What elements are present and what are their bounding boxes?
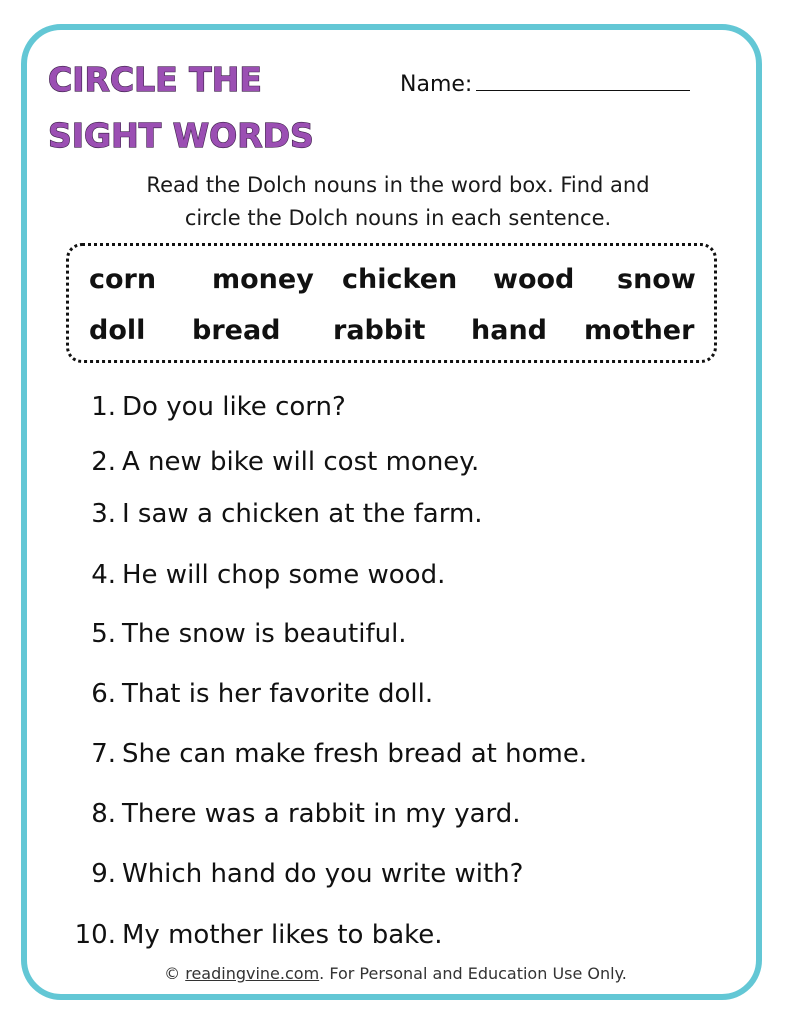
name-label: Name: — [400, 72, 473, 97]
sentence-number: 2. — [91, 447, 116, 477]
word-box-word[interactable]: rabbit — [333, 315, 426, 346]
instructions — [60, 169, 736, 235]
sentence-text[interactable]: I saw a chicken at the farm. — [122, 499, 483, 529]
sentence-number: 8. — [91, 799, 116, 829]
copyright-symbol: © — [164, 964, 181, 983]
word-box-word[interactable]: chicken — [342, 264, 458, 295]
sentence-text[interactable]: Do you like corn? — [122, 392, 346, 422]
sentence-number: 9. — [91, 859, 116, 889]
sentence-text[interactable]: He will chop some wood. — [122, 560, 446, 590]
sentence-number: 7. — [91, 739, 116, 769]
instructions-line-1: Read the Dolch nouns in the word box. Find and — [146, 173, 650, 197]
instructions-line-2: circle the Dolch nouns in each sentence. — [184, 206, 612, 230]
sentence-number: 4. — [91, 560, 116, 590]
sentence-text[interactable]: The snow is beautiful. — [122, 619, 407, 649]
sentence-number: 10. — [74, 920, 116, 950]
word-box-word[interactable]: money — [212, 264, 314, 295]
footer-link[interactable]: readingvine.com — [185, 964, 320, 983]
footer-text: . For Personal and Education Use Only. — [319, 964, 627, 983]
word-box-word[interactable]: hand — [471, 315, 547, 346]
sentence-number: 6. — [91, 679, 116, 709]
word-box-word[interactable]: wood — [493, 264, 575, 295]
name-blank-line[interactable] — [476, 70, 690, 91]
title-line-2: SIGHT WORDS — [48, 116, 314, 155]
sentence-text[interactable]: There was a rabbit in my yard. — [122, 799, 521, 829]
sentence-text[interactable]: A new bike will cost money. — [122, 447, 480, 477]
title-line-1: CIRCLE THE — [48, 60, 262, 99]
word-box-word[interactable]: bread — [192, 315, 281, 346]
sentence-text[interactable]: My mother likes to bake. — [122, 920, 443, 950]
word-box-word[interactable]: corn — [89, 264, 157, 295]
name-field — [400, 70, 690, 97]
footer — [0, 964, 791, 983]
sentence-text[interactable]: That is her favorite doll. — [122, 679, 434, 709]
sentence-number: 1. — [91, 392, 116, 422]
word-box-word[interactable]: doll — [89, 315, 146, 346]
worksheet-title — [48, 52, 314, 164]
sentence-number: 3. — [91, 499, 116, 529]
sentence-text[interactable]: Which hand do you write with? — [122, 859, 524, 889]
sentence-text[interactable]: She can make fresh bread at home. — [122, 739, 588, 769]
sentence-number: 5. — [91, 619, 116, 649]
word-box-word[interactable]: mother — [584, 315, 695, 346]
word-box-word[interactable]: snow — [617, 264, 696, 295]
